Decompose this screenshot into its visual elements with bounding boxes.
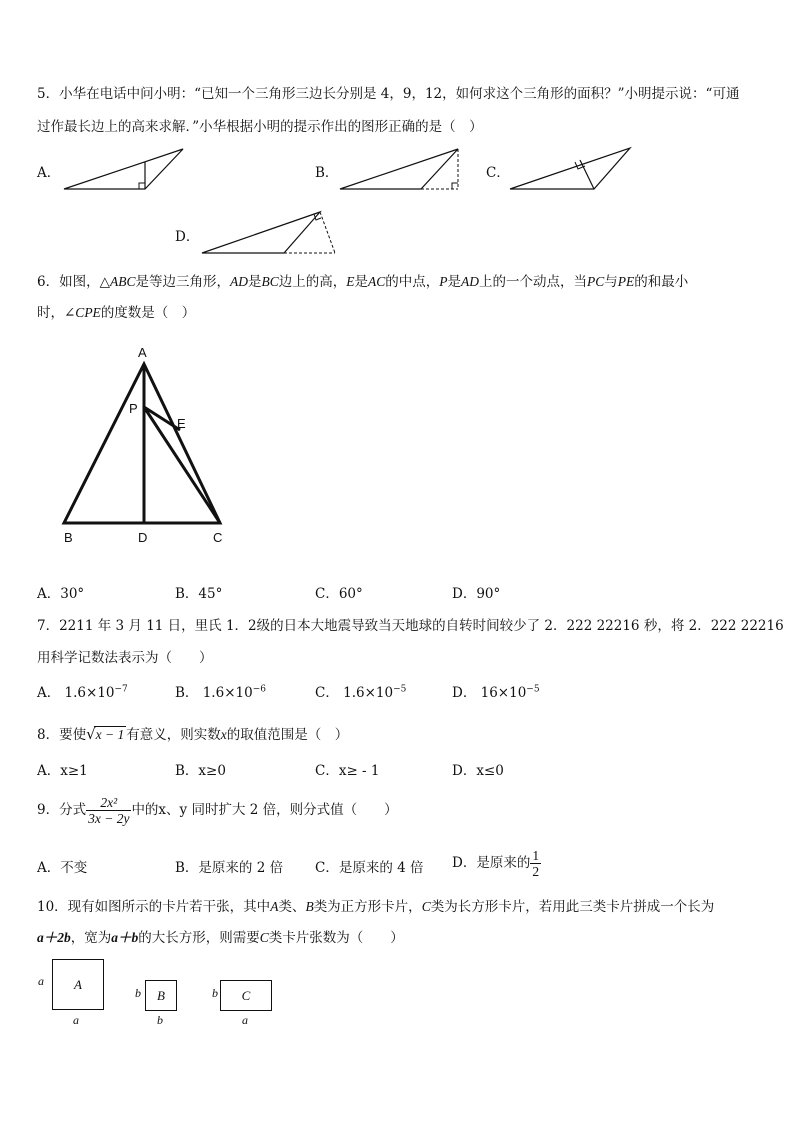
q6-text: 是 [247, 274, 262, 290]
q8-option-d[interactable]: D．x≤0 [452, 763, 504, 779]
q6-option-b[interactable]: B．45° [175, 586, 223, 602]
q9-option-a[interactable]: A．不变 [37, 860, 88, 876]
option-prefix: C． [315, 685, 339, 701]
option-prefix: B． [175, 685, 199, 701]
q9-half-numerator: 1 [532, 848, 540, 863]
q6-text: 与 [604, 274, 618, 290]
q10-text: 的大长方形，则需要 [138, 930, 260, 946]
q6-text: 的和最小 [634, 274, 689, 290]
q8-text: 8．要使 [37, 727, 87, 743]
option-mantissa: 1.6×10 [202, 685, 253, 701]
q9-fraction [86, 795, 131, 826]
q10-text: ，宽为 [70, 930, 112, 946]
q8-var: x [220, 727, 227, 742]
q6-text: 的中点， [385, 274, 440, 290]
q5-line2: 过作最长边上的高来求解．”小华根据小明的提示作出的图形正确的是（ ） [37, 119, 483, 135]
card-a-side-label: a [38, 974, 44, 988]
q10-length: a＋2b [37, 930, 71, 945]
q6-angle-cpe: ∠CPE [64, 305, 101, 320]
q10-width: a＋b [111, 930, 139, 945]
q8-radicand: x − 1 [95, 727, 125, 742]
q7-option-d[interactable] [452, 681, 540, 701]
q9-option-d[interactable] [452, 848, 541, 879]
q6-text: 6．如图， [37, 274, 100, 290]
q7-line1: 7．2211 年 3 月 11 日，里氏 1．2级的日本大地震导致当天地球的自转时间较少了 2．222 22216 秒，将 2．222 22216 [37, 618, 784, 634]
q9-text: 中的x、y 同时扩大 2 倍，则分式值（ ） [131, 802, 398, 818]
q6-text: 是 [447, 274, 462, 290]
q6-label-a: A [138, 345, 147, 360]
q10-text: 类、 [278, 899, 306, 915]
card-c: C [220, 980, 272, 1011]
q9-denominator: 3x − 2y [88, 811, 130, 826]
q6-option-a[interactable]: A．30° [37, 586, 85, 602]
q9-option-b[interactable]: B．是原来的 2 倍 [175, 860, 284, 876]
q6-e: E [346, 274, 355, 289]
option-exponent: −5 [526, 684, 540, 695]
q8-text: 的取值范围是（ ） [226, 727, 349, 743]
q6-p: P [439, 274, 448, 289]
q9-numerator: 2x² [86, 795, 131, 811]
q6-ac: AC [368, 274, 386, 289]
option-exponent: −7 [114, 684, 128, 695]
q10-text: 类卡片张数为（ ） [268, 930, 404, 946]
q9-text: 9．分式 [37, 802, 87, 818]
q6-pc: PC [587, 274, 605, 289]
q6-triangle-abc [64, 364, 220, 523]
q6-ad: AD [229, 274, 248, 289]
q8-stem [37, 723, 348, 743]
card-c-bottom-label: a [242, 1013, 248, 1027]
q9-option-c[interactable]: C．是原来的 4 倍 [315, 860, 424, 876]
q10-text: 类为长方形卡片，若用此三类卡片拼成一个长为 [430, 899, 715, 915]
option-prefix: A． [37, 685, 61, 701]
q9-stem [37, 795, 398, 826]
q7-option-a[interactable] [37, 681, 128, 701]
q8-option-b[interactable]: B．x≥0 [175, 763, 226, 779]
q6-option-c[interactable]: C．60° [315, 586, 363, 602]
q6-text: 边上的高， [278, 274, 347, 290]
q9-half-denominator: 2 [532, 864, 540, 879]
q10-b: B [305, 899, 314, 914]
q10-text: 10．现有如图所示的卡片若干张，其中 [37, 899, 271, 915]
radical-icon: √ [86, 725, 96, 743]
q6-text: 是等边三角形， [135, 274, 230, 290]
q5-option-b-label[interactable]: B． [315, 165, 339, 181]
q6-label-e: E [177, 416, 186, 431]
q10-line2 [37, 926, 404, 946]
q10-c: C [421, 899, 431, 914]
card-b-bottom-label: b [157, 1013, 163, 1027]
q6-label-c: C [213, 530, 223, 545]
option-exponent: −6 [252, 684, 266, 695]
q5-option-a-label[interactable]: A． [37, 165, 61, 181]
q6-text: 是 [354, 274, 368, 290]
q9-option-d-fraction [530, 848, 541, 879]
card-c-side-label: b [212, 986, 218, 1000]
q9-option-d-text: D．是原来的 [452, 855, 531, 871]
q6-label-b: B [64, 530, 73, 545]
q7-option-b[interactable] [175, 681, 266, 701]
card-b-side-label: b [135, 986, 141, 1000]
card-b: B [145, 980, 177, 1011]
q6-pe: PE [617, 274, 635, 289]
q5-option-c-label[interactable]: C． [486, 165, 510, 181]
q6-label-d: D [138, 530, 148, 545]
q5-option-d-label[interactable]: D． [175, 229, 200, 245]
option-prefix: D． [452, 685, 477, 701]
q6-label-p: P [129, 401, 138, 416]
q8-option-c[interactable]: C．x≥ - 1 [315, 763, 380, 779]
card-a-bottom-label: a [73, 1013, 79, 1027]
q7-line2: 用科学记数法表示为（ ） [37, 650, 213, 666]
option-mantissa: 1.6×10 [343, 685, 394, 701]
card-a: A [52, 959, 104, 1010]
q6-bc: BC [261, 274, 279, 289]
option-exponent: −5 [393, 684, 407, 695]
q6-triangle-abc: △ABC [99, 274, 136, 289]
q10-text: 类为正方形卡片， [313, 899, 422, 915]
q6-text: 的度数是（ ） [100, 305, 196, 321]
q10-a: A [270, 899, 279, 914]
option-mantissa: 16×10 [480, 685, 527, 701]
q10-c: C [259, 930, 269, 945]
q7-option-c[interactable] [315, 681, 406, 701]
q8-text: 有意义，则实数 [126, 727, 221, 743]
q6-ad: AD [461, 274, 480, 289]
q6-text: 上的一个动点，当 [479, 274, 588, 290]
q8-option-a[interactable]: A．x≥1 [37, 763, 88, 779]
option-mantissa: 1.6×10 [64, 685, 115, 701]
q5-line1: 5．小华在电话中问小明：“已知一个三角形三边长分别是 4，9，12，如何求这个三角形的面积？”小明提示说：“可通 [37, 86, 740, 102]
q6-text: 时， [37, 305, 64, 321]
q6-option-d[interactable]: D．90° [452, 586, 501, 602]
q6-segment-pe [144, 407, 180, 430]
q10-line1 [37, 895, 714, 915]
